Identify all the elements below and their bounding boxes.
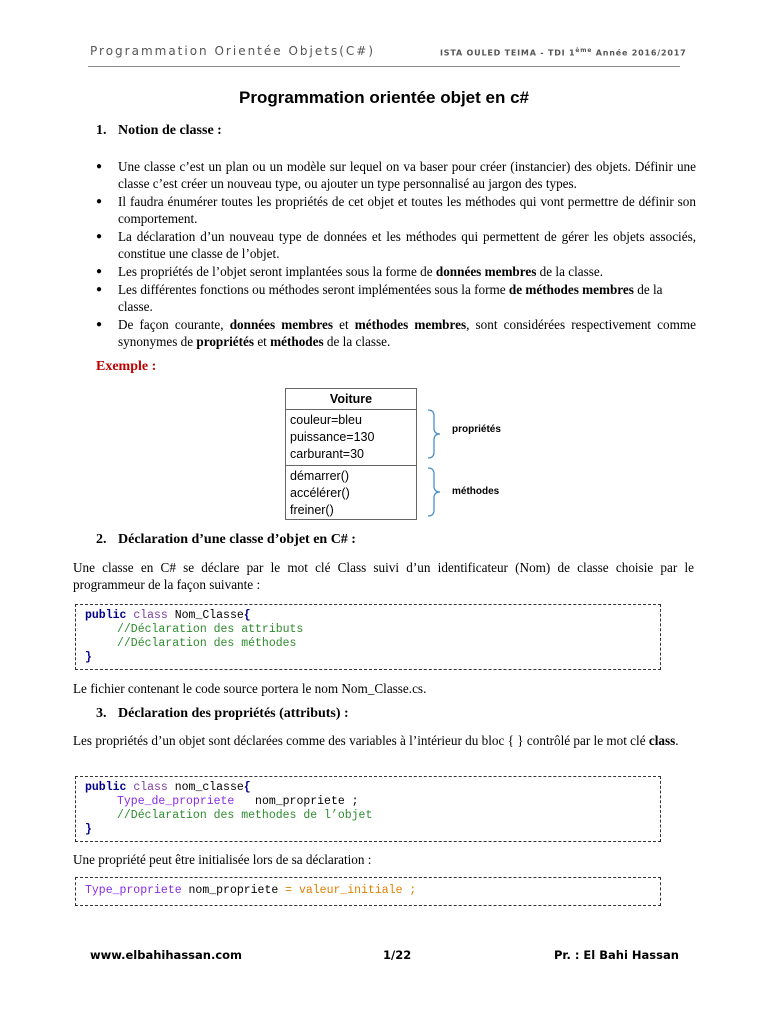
- bullet-item: ● Les propriétés de l’objet seront implantées sous la forme de données membres de la classe.: [96, 264, 604, 279]
- section-2-after-text: Le fichier contenant le code source portera le nom Nom_Classe.cs.: [73, 681, 427, 696]
- section-3-heading: 3. Déclaration des propriétés (attributs) :: [96, 706, 349, 721]
- code-comment: //Déclaration des methodes de l’objet: [117, 809, 373, 822]
- code-line: public class nom_classe{: [85, 781, 251, 794]
- section-2-intro: Une classe en C# se déclare par le mot clé Class suivi d’un identificateur (Nom) de classe choisie par le programmeur de la façon suivante :: [73, 560, 694, 592]
- code-comment: //Déclaration des attributs: [117, 623, 304, 636]
- code-block-initialization: Type_propriete nom_propriete = valeur_initiale ;: [75, 877, 661, 906]
- uml-methods: [286, 466, 416, 519]
- code-line: public class Nom_Classe{: [85, 609, 251, 622]
- code-line: Type_de_propriete nom_propriete ;: [117, 795, 359, 808]
- uml-attributes: [286, 410, 416, 466]
- bullet-item: ● La déclaration d’un nouveau type de données et les méthodes qui permettent de gérer les objets associés, constitue une classe de l’objet.: [96, 229, 696, 261]
- footer-website: www.elbahihassan.com: [90, 948, 243, 962]
- uml-class-diagram: [285, 388, 417, 520]
- uml-method: accélérer(): [290, 486, 350, 500]
- header-divider: [88, 66, 680, 67]
- code-comment: //Déclaration des méthodes: [117, 637, 297, 650]
- properties-brace-icon: [428, 410, 440, 458]
- code-line: }: [85, 651, 92, 664]
- methods-brace-icon: [428, 468, 440, 516]
- code-line: }: [85, 823, 92, 836]
- uml-method: freiner(): [290, 503, 334, 517]
- uml-class-name: Voiture: [286, 389, 416, 410]
- properties-label: propriétés: [452, 424, 501, 435]
- footer-author: Pr. : El Bahi Hassan: [554, 948, 679, 962]
- header-course-title: Programmation Orientée Objets(C#): [90, 44, 375, 58]
- uml-braces: [424, 408, 444, 518]
- uml-attribute: couleur=bleu: [290, 413, 362, 427]
- uml-attribute: carburant=30: [290, 447, 365, 461]
- page-title: Programmation orientée objet en c#: [238, 88, 529, 107]
- uml-method: démarrer(): [290, 469, 350, 483]
- section-1-heading: 1. Notion de classe :: [96, 123, 222, 138]
- bullet-item: ● Les différentes fonctions ou méthodes seront implémentées sous la forme de méthodes membres de la classe.: [96, 282, 663, 314]
- section-3-intro: Les propriétés d’un objet sont déclarées comme des variables à l’intérieur du bloc { } contrôlé par le mot clé class.: [73, 733, 679, 748]
- code-block-properties: [75, 776, 661, 842]
- bullet-item: ● Il faudra énumérer toutes les propriétés de cet objet et toutes les méthodes qui vont permettre de définir son comportement.: [96, 194, 696, 226]
- example-label: Exemple :: [96, 359, 157, 374]
- footer-page-number: 1/22: [383, 948, 412, 962]
- bullet-item: ● Une classe c’est un plan ou un modèle sur lequel on va baser pour créer (instancier) des objets. Définir une classe c’est créer un nouveau type, ou ajouter un type personnalisé au jargon des types.: [96, 159, 696, 191]
- code-block-class-declaration: [75, 604, 661, 670]
- section-3-after-text: Une propriété peut être initialisée lors de sa déclaration :: [73, 852, 372, 867]
- header-institution: ISTA OULED TEIMA - TDI 1ème Année 2016/2017: [440, 47, 687, 58]
- section-1-bullet-list: [96, 158, 696, 351]
- bullet-item: ● De façon courante, données membres et méthodes membres, sont considérées respectivement comme synonymes de propriétés et méthodes de la classe.: [96, 317, 696, 349]
- uml-attribute: puissance=130: [290, 430, 375, 444]
- methods-label: méthodes: [452, 486, 500, 497]
- section-2-heading: 2. Déclaration d’une classe d’objet en C# :: [96, 532, 356, 547]
